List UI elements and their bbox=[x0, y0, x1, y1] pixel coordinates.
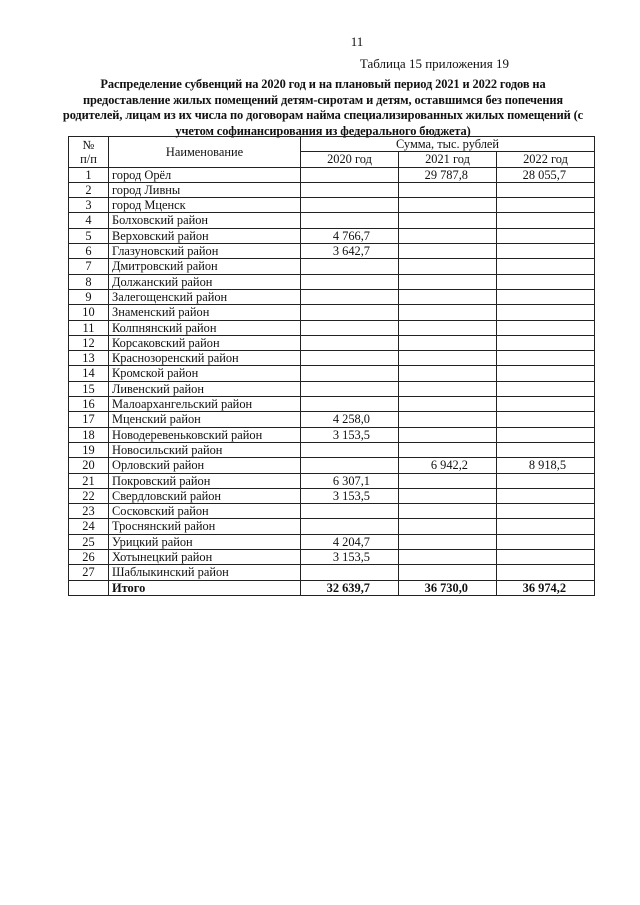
row-name: Шаблыкинский район bbox=[109, 565, 301, 580]
table-row bbox=[69, 534, 595, 549]
row-value-2021 bbox=[399, 442, 497, 457]
row-value-2020: 3 153,5 bbox=[301, 427, 399, 442]
row-value-2020: 3 642,7 bbox=[301, 244, 399, 259]
row-value-2022 bbox=[497, 198, 595, 213]
row-value-2022 bbox=[497, 397, 595, 412]
row-value-2021 bbox=[399, 397, 497, 412]
table-row bbox=[69, 381, 595, 396]
row-value-2022 bbox=[497, 335, 595, 350]
row-value-2021 bbox=[399, 289, 497, 304]
row-name: Глазуновский район bbox=[109, 244, 301, 259]
row-value-2020 bbox=[301, 519, 399, 534]
total-row bbox=[69, 580, 595, 595]
total-label: Итого bbox=[109, 580, 301, 595]
row-value-2022 bbox=[497, 182, 595, 197]
row-number: 25 bbox=[69, 534, 109, 549]
header-year-2022: 2022 год bbox=[497, 152, 595, 167]
row-value-2022 bbox=[497, 244, 595, 259]
row-value-2021 bbox=[399, 504, 497, 519]
row-value-2020 bbox=[301, 397, 399, 412]
row-value-2022 bbox=[497, 473, 595, 488]
row-value-2022 bbox=[497, 213, 595, 228]
row-number: 24 bbox=[69, 519, 109, 534]
row-name: Свердловский район bbox=[109, 488, 301, 503]
row-value-2022 bbox=[497, 274, 595, 289]
table-row bbox=[69, 565, 595, 580]
row-name: Знаменский район bbox=[109, 305, 301, 320]
header-number-line2: п/п bbox=[80, 151, 97, 166]
row-value-2022 bbox=[497, 228, 595, 243]
row-name: город Орёл bbox=[109, 167, 301, 182]
row-number: 23 bbox=[69, 504, 109, 519]
row-number: 4 bbox=[69, 213, 109, 228]
row-name: Верховский район bbox=[109, 228, 301, 243]
table-row bbox=[69, 335, 595, 350]
table-row bbox=[69, 320, 595, 335]
header-number-line1: № bbox=[82, 137, 95, 152]
row-name: город Ливны bbox=[109, 182, 301, 197]
row-name: Орловский район bbox=[109, 458, 301, 473]
table-row bbox=[69, 213, 595, 228]
row-value-2021 bbox=[399, 550, 497, 565]
row-name: Залегощенский район bbox=[109, 289, 301, 304]
row-value-2020 bbox=[301, 213, 399, 228]
row-value-2021 bbox=[399, 366, 497, 381]
row-value-2020: 3 153,5 bbox=[301, 488, 399, 503]
row-value-2021 bbox=[399, 182, 497, 197]
row-name: Хотынецкий район bbox=[109, 550, 301, 565]
total-value-2022: 36 974,2 bbox=[497, 580, 595, 595]
table-row bbox=[69, 488, 595, 503]
row-number: 14 bbox=[69, 366, 109, 381]
row-value-2021 bbox=[399, 427, 497, 442]
row-value-2021 bbox=[399, 320, 497, 335]
header-number bbox=[69, 137, 109, 168]
table-row bbox=[69, 244, 595, 259]
row-value-2020 bbox=[301, 442, 399, 457]
row-name: Урицкий район bbox=[109, 534, 301, 549]
table-row bbox=[69, 167, 595, 182]
row-number: 10 bbox=[69, 305, 109, 320]
row-name: Новодеревеньковский район bbox=[109, 427, 301, 442]
table-row bbox=[69, 412, 595, 427]
table-row bbox=[69, 289, 595, 304]
row-value-2021 bbox=[399, 228, 497, 243]
row-name: Кромской район bbox=[109, 366, 301, 381]
row-value-2020 bbox=[301, 259, 399, 274]
row-value-2020 bbox=[301, 335, 399, 350]
row-value-2020: 4 258,0 bbox=[301, 412, 399, 427]
header-sum: Сумма, тыс. рублей bbox=[301, 137, 595, 152]
row-value-2022 bbox=[497, 305, 595, 320]
row-name: Корсаковский район bbox=[109, 335, 301, 350]
table-row bbox=[69, 519, 595, 534]
row-value-2022 bbox=[497, 366, 595, 381]
row-name: Покровский район bbox=[109, 473, 301, 488]
table-row bbox=[69, 550, 595, 565]
row-value-2020 bbox=[301, 320, 399, 335]
row-name: Ливенский район bbox=[109, 381, 301, 396]
row-value-2021 bbox=[399, 488, 497, 503]
row-value-2021 bbox=[399, 519, 497, 534]
row-number: 2 bbox=[69, 182, 109, 197]
row-number: 17 bbox=[69, 412, 109, 427]
table-reference: Таблица 15 приложения 19 bbox=[359, 56, 509, 71]
row-name: город Мценск bbox=[109, 198, 301, 213]
table-row bbox=[69, 473, 595, 488]
row-number: 5 bbox=[69, 228, 109, 243]
row-value-2020: 3 153,5 bbox=[301, 550, 399, 565]
table-row bbox=[69, 504, 595, 519]
subvention-table bbox=[68, 136, 595, 596]
row-number: 6 bbox=[69, 244, 109, 259]
row-number: 18 bbox=[69, 427, 109, 442]
table-row bbox=[69, 442, 595, 457]
table-row bbox=[69, 305, 595, 320]
total-value-2021: 36 730,0 bbox=[399, 580, 497, 595]
row-value-2021 bbox=[399, 351, 497, 366]
table-row bbox=[69, 366, 595, 381]
row-name: Дмитровский район bbox=[109, 259, 301, 274]
row-value-2021 bbox=[399, 381, 497, 396]
row-number: 22 bbox=[69, 488, 109, 503]
row-name: Болховский район bbox=[109, 213, 301, 228]
row-value-2022: 8 918,5 bbox=[497, 458, 595, 473]
row-value-2020 bbox=[301, 381, 399, 396]
row-value-2020 bbox=[301, 198, 399, 213]
row-value-2020 bbox=[301, 182, 399, 197]
row-value-2021 bbox=[399, 565, 497, 580]
table-row bbox=[69, 458, 595, 473]
row-value-2020 bbox=[301, 167, 399, 182]
row-number: 1 bbox=[69, 167, 109, 182]
table-header-row bbox=[69, 137, 595, 152]
row-number: 3 bbox=[69, 198, 109, 213]
row-value-2020 bbox=[301, 289, 399, 304]
table-row bbox=[69, 351, 595, 366]
row-value-2020 bbox=[301, 366, 399, 381]
row-number: 11 bbox=[69, 320, 109, 335]
row-value-2022 bbox=[497, 488, 595, 503]
row-name: Колпнянский район bbox=[109, 320, 301, 335]
row-value-2022 bbox=[497, 504, 595, 519]
row-value-2022 bbox=[497, 412, 595, 427]
row-value-2021 bbox=[399, 274, 497, 289]
row-value-2021: 29 787,8 bbox=[399, 167, 497, 182]
table-row bbox=[69, 182, 595, 197]
row-value-2022 bbox=[497, 442, 595, 457]
row-number: 21 bbox=[69, 473, 109, 488]
row-number: 19 bbox=[69, 442, 109, 457]
row-name: Троснянский район bbox=[109, 519, 301, 534]
row-number: 13 bbox=[69, 351, 109, 366]
row-value-2021 bbox=[399, 213, 497, 228]
row-name: Малоархангельский район bbox=[109, 397, 301, 412]
row-value-2022 bbox=[497, 351, 595, 366]
row-value-2020 bbox=[301, 458, 399, 473]
row-value-2022 bbox=[497, 427, 595, 442]
row-value-2020 bbox=[301, 274, 399, 289]
document-title: Распределение субвенций на 2020 год и на плановый период 2021 и 2022 годов на предоставление жилых помещений детям-сиротам и детям, оставшимся без попечения родителей, лицам из их числа по договорам найма специализированных жилых помещений (с учетом софинансирования из федерального бюджета) bbox=[62, 77, 584, 138]
row-value-2020: 4 204,7 bbox=[301, 534, 399, 549]
row-name: Должанский район bbox=[109, 274, 301, 289]
row-value-2022 bbox=[497, 550, 595, 565]
row-name: Сосковский район bbox=[109, 504, 301, 519]
header-year-2020: 2020 год bbox=[301, 152, 399, 167]
row-value-2021 bbox=[399, 534, 497, 549]
table-row bbox=[69, 259, 595, 274]
row-value-2022 bbox=[497, 519, 595, 534]
page-number: 11 bbox=[350, 34, 364, 49]
row-number: 26 bbox=[69, 550, 109, 565]
row-value-2020 bbox=[301, 351, 399, 366]
row-number: 7 bbox=[69, 259, 109, 274]
row-number: 27 bbox=[69, 565, 109, 580]
row-name: Новосильский район bbox=[109, 442, 301, 457]
row-value-2020: 4 766,7 bbox=[301, 228, 399, 243]
row-value-2022 bbox=[497, 259, 595, 274]
row-value-2021 bbox=[399, 305, 497, 320]
table-row bbox=[69, 274, 595, 289]
table-row bbox=[69, 228, 595, 243]
header-year-2021: 2021 год bbox=[399, 152, 497, 167]
table-row bbox=[69, 427, 595, 442]
row-value-2021 bbox=[399, 412, 497, 427]
row-number: 15 bbox=[69, 381, 109, 396]
total-number-cell bbox=[69, 580, 109, 595]
row-value-2021 bbox=[399, 335, 497, 350]
row-value-2021 bbox=[399, 473, 497, 488]
row-number: 9 bbox=[69, 289, 109, 304]
row-value-2022 bbox=[497, 320, 595, 335]
table-row bbox=[69, 397, 595, 412]
row-value-2022 bbox=[497, 534, 595, 549]
row-value-2020 bbox=[301, 504, 399, 519]
row-value-2021: 6 942,2 bbox=[399, 458, 497, 473]
header-name: Наименование bbox=[109, 137, 301, 168]
row-number: 20 bbox=[69, 458, 109, 473]
row-value-2021 bbox=[399, 244, 497, 259]
row-value-2021 bbox=[399, 259, 497, 274]
row-value-2022 bbox=[497, 289, 595, 304]
row-value-2021 bbox=[399, 198, 497, 213]
row-name: Краснозоренский район bbox=[109, 351, 301, 366]
row-value-2020 bbox=[301, 565, 399, 580]
row-value-2022: 28 055,7 bbox=[497, 167, 595, 182]
row-value-2022 bbox=[497, 381, 595, 396]
row-value-2020: 6 307,1 bbox=[301, 473, 399, 488]
row-number: 12 bbox=[69, 335, 109, 350]
total-value-2020: 32 639,7 bbox=[301, 580, 399, 595]
row-number: 16 bbox=[69, 397, 109, 412]
row-number: 8 bbox=[69, 274, 109, 289]
table-row bbox=[69, 198, 595, 213]
row-value-2022 bbox=[497, 565, 595, 580]
row-name: Мценский район bbox=[109, 412, 301, 427]
row-value-2020 bbox=[301, 305, 399, 320]
